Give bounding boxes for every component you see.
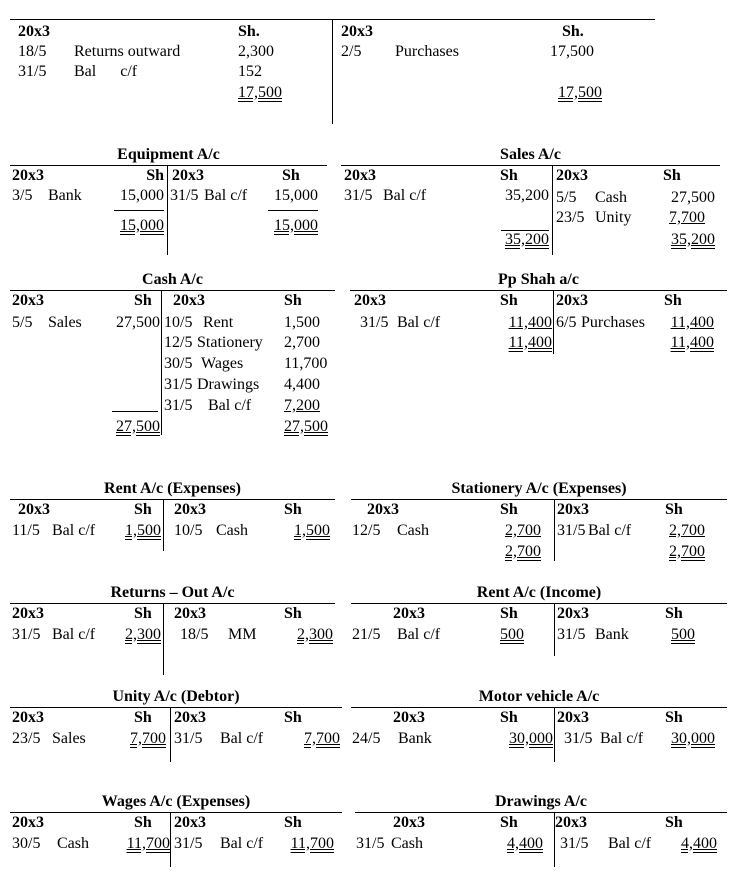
debit-entry-date: 31/5 [12, 626, 41, 643]
debit-entry-particulars: Bal c/f [74, 63, 138, 80]
credit-unit-header: Sh [663, 167, 681, 184]
credit-entry-particulars: Unity [595, 209, 632, 226]
account-equipment [10, 146, 327, 256]
account-title: Pp Shah a/c [498, 271, 579, 288]
credit-entry-particulars: Bal c/f [600, 730, 644, 747]
account-rule [10, 165, 327, 166]
credit-year-header: 20x3 [172, 167, 204, 184]
debit-entry-date: 5/5 [12, 314, 33, 331]
credit-entry-particulars: Cash [216, 522, 248, 539]
account-divider [163, 499, 164, 551]
account-rent-income [351, 584, 727, 659]
credit-unit-header: Sh [282, 167, 300, 184]
debit-entry-particulars: Returns outward [74, 43, 181, 60]
account-title: Cash A/c [142, 271, 203, 288]
debit-unit-header: Sh [500, 292, 518, 309]
debit-entry-particulars: Bal c/f [397, 314, 441, 331]
credit-unit-header: Sh. [562, 23, 584, 40]
credit-entry-date: 12/5 [164, 334, 193, 351]
account-divider [163, 603, 164, 675]
credit-entry-date: 2/5 [341, 43, 362, 60]
debit-entry-amount: 152 [238, 63, 262, 80]
account-divider [161, 290, 162, 435]
credit-unit-header: Sh [284, 814, 302, 831]
debit-entry-amount: 2,300 [238, 43, 274, 60]
debit-year-header: 20x3 [367, 501, 399, 518]
credit-entry-particulars: Bank [595, 626, 629, 643]
credit-unit-header: Sh [664, 292, 682, 309]
debit-year-header: 20x3 [354, 292, 386, 309]
credit-total: 35,200 [671, 231, 715, 248]
debit-entry-amount: 500 [500, 626, 524, 643]
debit-total: 35,200 [505, 231, 549, 248]
credit-entry-date: 10/5 [174, 522, 203, 539]
credit-entry-amount: 7,200 [284, 397, 320, 414]
credit-entry-particulars: Bal c/f [608, 835, 652, 852]
credit-entry-amount: 2,700 [669, 522, 705, 539]
balance-rule [268, 210, 318, 211]
debit-entry-particulars: Bank [48, 187, 82, 204]
debit-entry-amount: 27,500 [116, 314, 160, 331]
credit-total: 11,400 [670, 334, 714, 351]
account-sales [341, 146, 720, 256]
credit-entry-amount: 4,400 [284, 376, 320, 393]
credit-year-header: 20x3 [341, 23, 373, 40]
debit-entry-amount: 30,000 [509, 730, 553, 747]
credit-entry-particulars: Bal c/f [204, 187, 248, 204]
debit-entry-particulars: Cash [57, 835, 89, 852]
debit-total: 15,000 [120, 217, 164, 234]
debit-unit-header: Sh [146, 167, 164, 184]
credit-entry-date: 10/5 [164, 314, 193, 331]
debit-entry-amount: 1,500 [125, 522, 161, 539]
credit-entry-date: 31/5 [174, 835, 203, 852]
debit-total: 27,500 [116, 418, 160, 435]
debit-entry-date: 11/5 [12, 522, 40, 539]
debit-entry-date: 23/5 [12, 730, 41, 747]
debit-entry-particulars: Bal c/f [397, 626, 441, 643]
debit-unit-header: Sh [500, 605, 518, 622]
credit-entry-particulars: Wages [201, 355, 244, 372]
account-drawings [355, 793, 727, 873]
credit-unit-header: Sh [665, 501, 683, 518]
credit-year-header: 20x3 [556, 167, 588, 184]
credit-entry-date: 5/5 [556, 189, 577, 206]
account-title: Stationery A/c (Expenses) [451, 480, 627, 497]
debit-year-header: 20x3 [12, 605, 44, 622]
debit-unit-header: Sh [500, 167, 518, 184]
debit-entry-amount: 35,200 [505, 187, 549, 204]
credit-entry-particulars: Bal c/f [220, 835, 264, 852]
debit-entry-particulars: Sales [48, 314, 82, 331]
credit-total: 2,700 [669, 543, 705, 560]
credit-year-header: 20x3 [174, 709, 206, 726]
balance-rule [114, 210, 164, 211]
account-title: Equipment A/c [117, 146, 220, 163]
credit-entry-amount: 27,500 [671, 189, 715, 206]
credit-entry-particulars: Stationery [197, 334, 263, 351]
debit-entry-date: 18/5 [18, 43, 47, 60]
debit-year-header: 20x3 [12, 167, 44, 184]
credit-entry-amount: 1,500 [294, 522, 330, 539]
account-divider [554, 707, 555, 762]
credit-entry-particulars: Bal c/f [220, 730, 264, 747]
credit-entry-date: 31/5 [560, 835, 589, 852]
credit-unit-header: Sh [284, 605, 302, 622]
debit-unit-header: Sh [134, 814, 152, 831]
debit-unit-header: Sh. [238, 23, 260, 40]
account-title: Unity A/c (Debtor) [112, 688, 240, 705]
credit-entry-amount: 15,000 [274, 187, 318, 204]
debit-entry-amount: 15,000 [120, 187, 164, 204]
credit-entry-particulars: Purchases [581, 314, 645, 331]
account-title: Wages A/c (Expenses) [101, 793, 251, 810]
account-title: Rent A/c (Expenses) [104, 480, 241, 497]
debit-entry-date: 21/5 [352, 626, 381, 643]
credit-entry-amount: 30,000 [671, 730, 715, 747]
credit-entry-amount: 7,700 [304, 730, 340, 747]
credit-entry-amount: 1,500 [284, 314, 320, 331]
debit-entry-amount: 4,400 [507, 835, 543, 852]
debit-unit-header: Sh [500, 709, 518, 726]
debit-entry-particulars: Cash [397, 522, 429, 539]
debit-year-header: 20x3 [393, 709, 425, 726]
debit-total: 11,400 [508, 334, 552, 351]
credit-year-header: 20x3 [555, 814, 587, 831]
credit-year-header: 20x3 [173, 292, 205, 309]
credit-entry-amount: 2,700 [284, 334, 320, 351]
credit-year-header: 20x3 [557, 709, 589, 726]
account-title: Sales A/c [500, 146, 561, 163]
debit-entry-particulars: Bal c/f [52, 626, 96, 643]
credit-year-header: 20x3 [557, 605, 589, 622]
credit-total: 17,500 [558, 84, 602, 101]
debit-entry-particulars: Bank [398, 730, 432, 747]
debit-entry-date: 12/5 [352, 522, 381, 539]
debit-entry-amount: 2,300 [125, 626, 161, 643]
credit-entry-date: 31/5 [164, 376, 193, 393]
account-pp-shah [350, 271, 727, 361]
credit-entry-particulars: Rent [203, 314, 234, 331]
debit-entry-amount: 11,700 [126, 835, 170, 852]
account-divider [170, 707, 171, 762]
debit-entry-date: 31/5 [360, 314, 389, 331]
account-title: Drawings A/c [495, 793, 587, 810]
debit-entry-particulars: Sales [52, 730, 86, 747]
credit-entry-date: 30/5 [164, 355, 193, 372]
debit-entry-date: 30/5 [12, 835, 41, 852]
debit-entry-particulars: Cash [391, 835, 423, 852]
debit-entry-date: 24/5 [352, 730, 381, 747]
balance-rule [112, 411, 158, 412]
credit-unit-header: Sh [665, 814, 683, 831]
debit-entry-amount: 7,700 [130, 730, 166, 747]
credit-unit-header: Sh [284, 501, 302, 518]
debit-entry-date: 31/5 [18, 63, 47, 80]
credit-entry-date: 18/5 [180, 626, 209, 643]
account-cash [10, 271, 335, 441]
credit-entry-date: 31/5 [564, 730, 593, 747]
credit-entry-date: 31/5 [164, 397, 193, 414]
debit-unit-header: Sh [134, 501, 152, 518]
debit-year-header: 20x3 [393, 814, 425, 831]
debit-unit-header: Sh [134, 292, 152, 309]
debit-year-header: 20x3 [12, 814, 44, 831]
credit-total: 15,000 [274, 217, 318, 234]
credit-entry-amount: 11,700 [284, 355, 328, 372]
credit-entry-amount: 2,300 [297, 626, 333, 643]
credit-entry-particulars: Purchases [395, 43, 459, 60]
credit-entry-date: 31/5 [174, 730, 203, 747]
debit-year-header: 20x3 [393, 605, 425, 622]
account-title: Rent A/c (Income) [476, 584, 602, 601]
credit-entry-date: 6/5 [556, 314, 577, 331]
debit-entry-date: 3/5 [12, 187, 33, 204]
account-unity [10, 688, 342, 768]
credit-entry-amount: 500 [671, 626, 695, 643]
debit-total: 2,700 [505, 543, 541, 560]
account-title: Motor vehicle A/c [478, 688, 600, 705]
account-motor-vehicle [351, 688, 727, 768]
credit-entry-particulars: Cash [595, 189, 627, 206]
credit-entry-particulars: MM [228, 626, 257, 643]
credit-total: 27,500 [284, 418, 328, 435]
credit-year-header: 20x3 [174, 501, 206, 518]
account-divider [167, 165, 168, 255]
debit-entry-date: 31/5 [344, 187, 373, 204]
credit-entry-amount: 4,400 [681, 835, 717, 852]
credit-entry-date: 23/5 [556, 209, 585, 226]
credit-unit-header: Sh [665, 605, 683, 622]
account-wages [10, 793, 342, 873]
debit-year-header: 20x3 [18, 23, 50, 40]
credit-entry-amount: 11,400 [670, 314, 714, 331]
debit-year-header: 20x3 [12, 709, 44, 726]
credit-entry-date: 31/5 [557, 626, 586, 643]
debit-unit-header: Sh [500, 501, 518, 518]
debit-entry-particulars: Bal c/f [52, 522, 96, 539]
credit-entry-particulars: Bal c/f [208, 397, 252, 414]
debit-total: 17,500 [238, 84, 282, 101]
account-rent-expenses [10, 480, 335, 555]
account-stationery [351, 480, 727, 565]
credit-unit-header: Sh [284, 292, 302, 309]
debit-year-header: 20x3 [344, 167, 376, 184]
debit-unit-header: Sh [134, 605, 152, 622]
debit-year-header: 20x3 [18, 501, 50, 518]
account-purchases-creditor [10, 0, 655, 125]
credit-unit-header: Sh [284, 709, 302, 726]
account-divider [554, 603, 555, 656]
credit-entry-amount: 11,700 [290, 835, 334, 852]
credit-entry-amount: 7,700 [669, 209, 705, 226]
credit-entry-date: 31/5 [557, 522, 586, 539]
credit-entry-date: 31/5 [170, 187, 199, 204]
debit-entry-particulars: Bal c/f [383, 187, 427, 204]
credit-entry-particulars: Bal c/f [588, 522, 632, 539]
account-divider [170, 812, 171, 867]
debit-entry-amount: 2,700 [505, 522, 541, 539]
account-divider [553, 290, 554, 354]
credit-year-header: 20x3 [174, 814, 206, 831]
debit-entry-date: 31/5 [356, 835, 385, 852]
debit-unit-header: Sh [134, 709, 152, 726]
credit-year-header: 20x3 [557, 501, 589, 518]
credit-entry-amount: 17,500 [550, 43, 594, 60]
account-returns-out [10, 584, 335, 679]
debit-year-header: 20x3 [12, 292, 44, 309]
credit-year-header: 20x3 [174, 605, 206, 622]
account-divider [554, 499, 555, 561]
account-title: Returns – Out A/c [110, 584, 235, 601]
debit-entry-amount: 11,400 [508, 314, 552, 331]
credit-entry-particulars: Drawings [197, 376, 260, 393]
account-divider [332, 19, 333, 124]
account-divider [552, 165, 553, 255]
debit-unit-header: Sh [500, 814, 518, 831]
credit-unit-header: Sh [665, 709, 683, 726]
credit-year-header: 20x3 [556, 292, 588, 309]
